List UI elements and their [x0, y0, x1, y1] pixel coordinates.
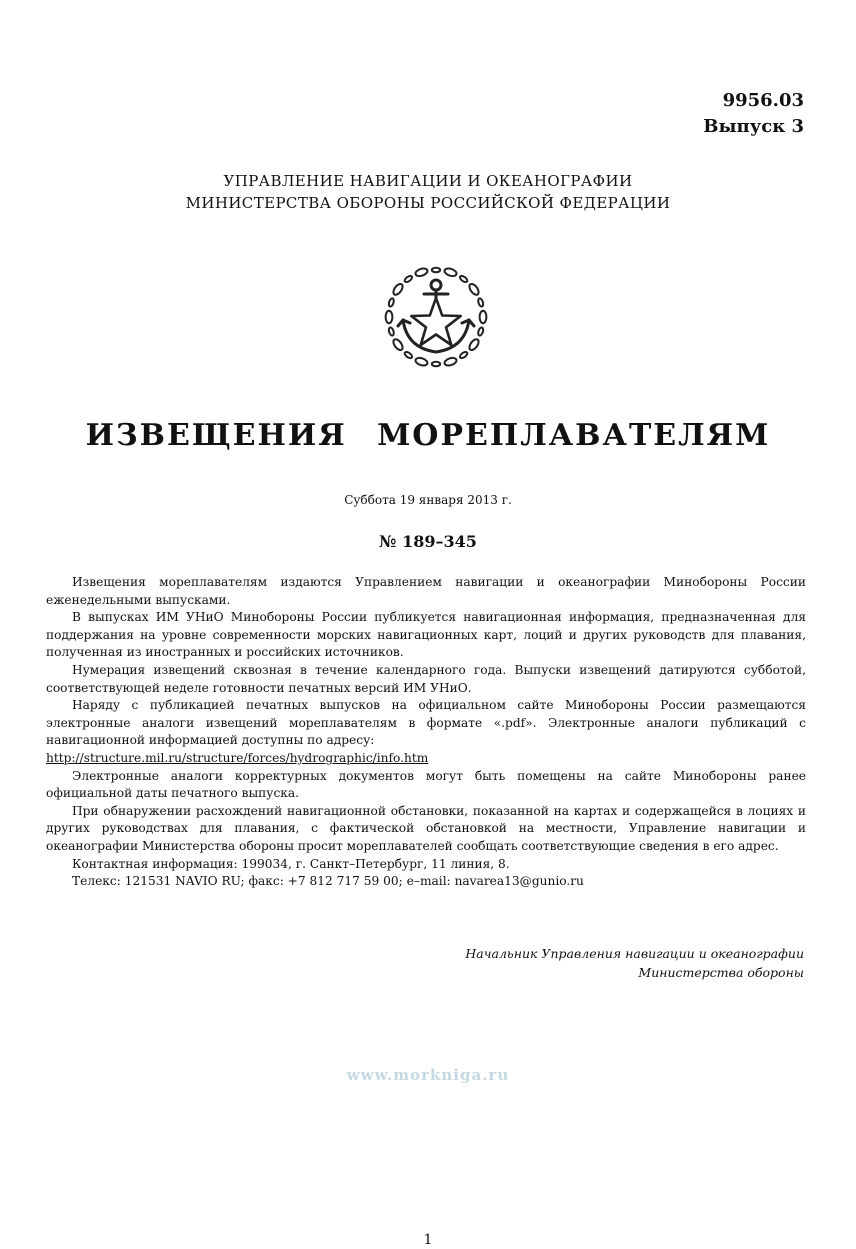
agency-line-2: МИНИСТЕРСТВА ОБОРОНЫ РОССИЙСКОЙ ФЕДЕРАЦИИ: [185, 194, 671, 212]
chain-link: [468, 338, 481, 352]
chain-link: [459, 351, 468, 359]
chain-link: [386, 311, 393, 323]
paragraph-6: При обнаружении расхождений навигационной обстановки, показанной на картах и содержащейся в лоциях и других руководствах для плавания, с фактической обстановкой на местности, Управление навигации и океанографии Министерства обороны просит мореплавателей сообщать соответствующие сведения в его адрес.: [46, 803, 806, 853]
issue-label: Выпуск 3: [703, 116, 804, 137]
signature-block: [465, 944, 804, 982]
chain-link: [459, 275, 468, 283]
anchor-star-chain-emblem-icon: [383, 264, 489, 370]
chain-link: [468, 282, 481, 296]
page-number: 1: [423, 1232, 433, 1248]
chain-link: [444, 357, 458, 367]
agency-heading: [0, 170, 856, 214]
body-text: [46, 574, 806, 891]
chain-link: [415, 267, 429, 277]
chain-link: [444, 267, 458, 277]
contact-info: Контактная информация: 199034, г. Санкт–Петербург, 11 линия, 8.: [72, 856, 510, 871]
chain-link: [388, 327, 395, 336]
chain-link: [392, 282, 405, 296]
paragraph-3: Нумерация извещений сквозная в течение календарного года. Выпуски извещений датируются субботой, соответствующей неделе готовности печатных версий ИМ УНиО.: [46, 662, 806, 695]
chain-link: [432, 268, 440, 272]
chain-link: [432, 362, 440, 366]
paragraph-2: В выпусках ИМ УНиО Минобороны России публикуется навигационная информация, предназначенная для поддержания на уровне современности морских навигационных карт, лоций и других руководств для плавания, полученная из иностранных и российских источников.: [46, 610, 806, 660]
chain-link: [477, 327, 484, 336]
chain-link: [480, 311, 487, 323]
document-code-block: [703, 88, 804, 140]
paragraph-1: Извещения мореплавателям издаются Управлением навигации и океанографии Минобороны России еженедельными выпусками.: [46, 575, 806, 607]
main-title: ИЗВЕЩЕНИЯ МОРЕПЛАВАТЕЛЯМ: [85, 418, 771, 453]
issue-date: Суббота 19 января 2013 г.: [344, 493, 512, 507]
chain-link: [404, 275, 413, 283]
agency-line-1: УПРАВЛЕНИЕ НАВИГАЦИИ И ОКЕАНОГРАФИИ: [223, 172, 633, 190]
signature-line-2: Министерства обороны: [638, 965, 804, 980]
chain-link: [404, 351, 413, 359]
chain-link: [477, 298, 484, 307]
chain-link: [392, 338, 405, 352]
watermark: www.morkniga.ru: [346, 1066, 510, 1084]
issue-number: № 189–345: [379, 532, 477, 551]
telex-fax-email: Телекс: 121531 NAVIO RU; факс: +7 812 717 59 00; e–mail: navarea13@gunio.ru: [72, 874, 584, 889]
document-code: 9956.03: [722, 90, 804, 111]
signature-line-1: Начальник Управления навигации и океанографии: [465, 946, 804, 961]
paragraph-4: Наряду с публикацией печатных выпусков на официальном сайте Минобороны России размещаются электронные аналоги извещений мореплавателям в формате «.pdf». Электронные аналоги публикаций с навигационной информацией доступны по адресу:: [46, 698, 806, 748]
chain-link: [388, 298, 395, 307]
info-url-link[interactable]: http://structure.mil.ru/structure/forces/hydrographic/info.htm: [46, 750, 429, 765]
paragraph-5: Электронные аналоги корректурных документов могут быть помещены на сайте Минобороны ранее официальной даты печатного выпуска.: [46, 768, 806, 801]
chain-link: [415, 357, 429, 367]
